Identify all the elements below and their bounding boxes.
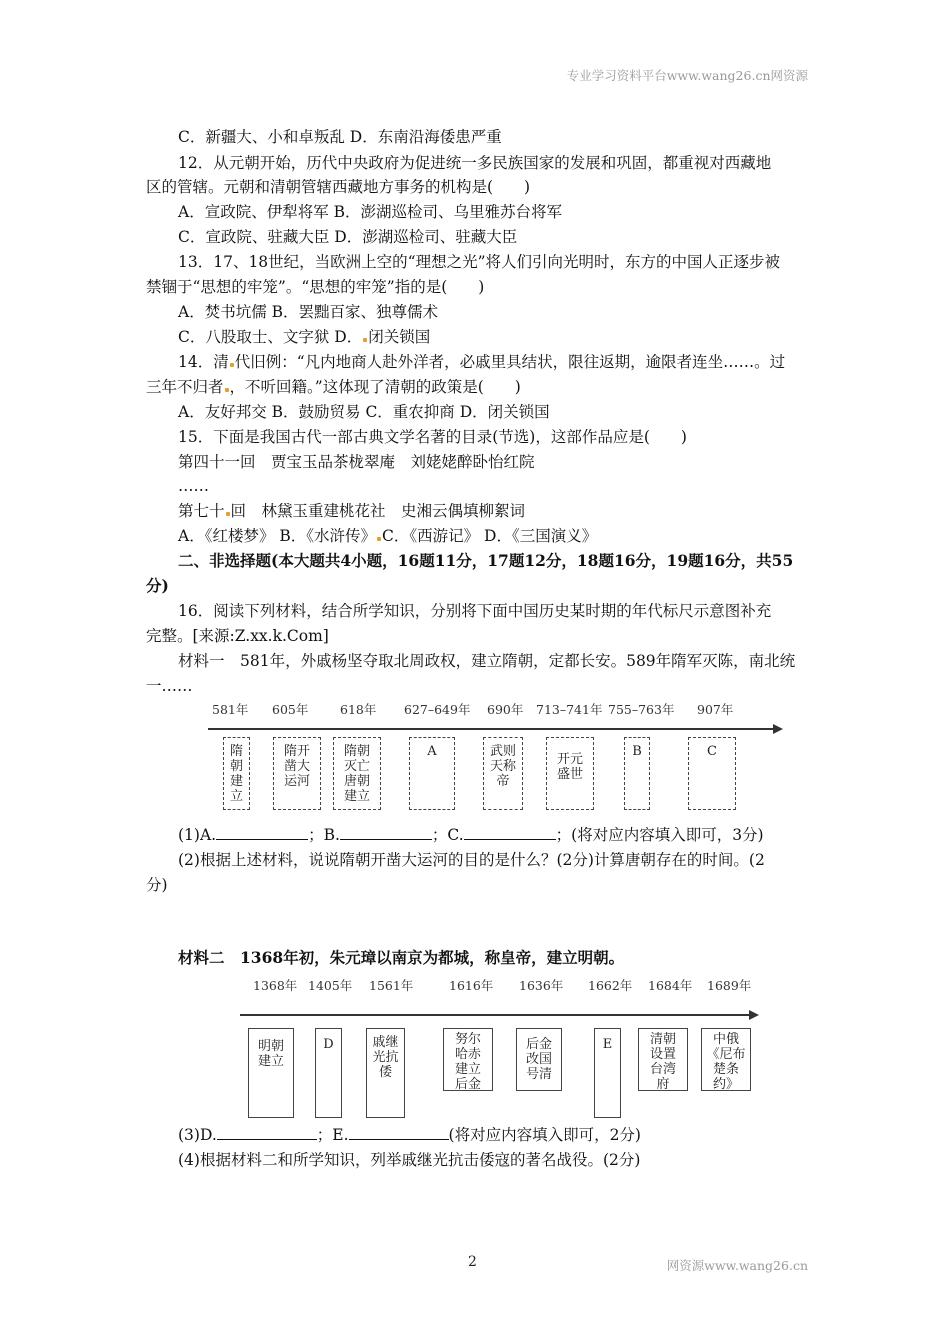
- q15-options-part1: A．《红楼梦》 B．《水浒传》: [178, 527, 377, 545]
- q13-option-ab: A．焚书坑儒 B．罢黜百家、独尊儒术: [178, 303, 439, 321]
- tl2-year-4: 1636年: [519, 978, 564, 993]
- page-footer-watermark: 网资源www.wang26.cn: [666, 1258, 808, 1273]
- tl2-box-5: [594, 1028, 621, 1118]
- q16-sub1-note: ；(将对应内容填入即可，3分): [555, 826, 764, 844]
- orange-mark: [225, 388, 229, 392]
- orange-mark: [363, 338, 367, 342]
- material-one-line1: 材料一 581年，外戚杨坚夺取北周政权，建立隋朝，定都长安。589年隋军灭陈，南北统: [178, 652, 796, 670]
- tl1-year-1: 605年: [272, 702, 309, 717]
- tl1-box-5: [546, 737, 594, 810]
- page-header-watermark: 专业学习资料平台www.wang26.cn网资源: [566, 68, 808, 83]
- answer-blank-c[interactable]: [464, 825, 556, 840]
- tl2-box-3: [443, 1028, 493, 1091]
- q-sub3-d-label: (3)D.: [178, 1126, 217, 1144]
- tl1-box-1: [273, 737, 321, 810]
- tl1-box-3: [409, 737, 455, 810]
- page-number: 2: [468, 1254, 477, 1270]
- orange-mark: [377, 537, 381, 541]
- q11-option-cd: C．新疆大、小和卓叛乱 D．东南沿海倭患严重: [178, 128, 502, 146]
- q14-stem-line1: [178, 352, 785, 372]
- tl1-box-1-label: 隋开凿大运河: [283, 744, 310, 789]
- tl1-box-4: [483, 737, 523, 810]
- answer-blank-a[interactable]: [216, 825, 308, 840]
- orange-mark: [226, 512, 230, 516]
- tl1-box-5-label: 开元盛世: [556, 752, 583, 782]
- tl2-box-4: [516, 1028, 562, 1091]
- q16-stem-line2: 完整。[来源:Z.xx.k.Com]: [146, 627, 329, 645]
- q15-options-part2: C．《西游记》 D．《三国演义》: [382, 527, 598, 545]
- q13-stem-line2: 禁锢于“思想的牢笼”。“思想的牢笼”指的是( ): [146, 278, 485, 296]
- tl1-box-2-label: 隋朝灭亡唐朝建立: [343, 744, 370, 804]
- section-two-heading-line1: 二、非选择题(本大题共4小题，16题11分，17题12分，18题16分，19题16分，共55: [178, 551, 794, 570]
- tl2-box-2-label: 戚继光抗倭: [372, 1035, 399, 1080]
- answer-blank-b[interactable]: [340, 825, 432, 840]
- tl2-year-7: 1689年: [707, 978, 752, 993]
- tl1-box-0: [223, 737, 250, 810]
- tl2-box-1: [315, 1028, 342, 1118]
- tl2-box-2: [366, 1028, 405, 1118]
- q14-stem-line1-part2: 代旧例：“凡内地商人赴外洋者，必戚里具结状，限往返期，逾限者连坐……。过: [234, 353, 786, 371]
- tl1-box-6-label: B: [632, 744, 642, 759]
- q16-sub2-line2: 分): [146, 876, 168, 894]
- tl1-box-3-label: A: [427, 744, 437, 759]
- q-sub3-e-label: ；E.: [316, 1126, 349, 1144]
- tl1-year-5: 713–741年: [536, 702, 603, 717]
- tl1-box-0-label: 隋朝建立: [229, 744, 243, 804]
- q14-stem-line2: [146, 377, 521, 397]
- tl1-year-4: 690年: [487, 702, 524, 717]
- tl1-box-7: [688, 737, 736, 810]
- material-two: 材料二 1368年初，朱元璋以南京为都城，称皇帝，建立明朝。: [178, 948, 625, 967]
- tl2-box-0: [248, 1028, 294, 1118]
- tl2-year-5: 1662年: [588, 978, 633, 993]
- tl2-box-6-label: 清朝设置台湾府: [649, 1032, 676, 1092]
- tl2-box-5-label: E: [602, 1037, 613, 1052]
- tl1-arrow-icon: [773, 724, 783, 734]
- q12-option-cd: C．宣政院、驻藏大臣 D．澎湖巡检司、驻藏大臣: [178, 228, 518, 246]
- tl1-box-6: [624, 737, 650, 810]
- q16-sub1-b-label: ；B.: [308, 826, 340, 844]
- q16-sub2-line1: (2)根据上述材料，说说隋朝开凿大运河的目的是什么？(2分)计算唐朝存在的时间。(2: [178, 851, 765, 869]
- q15-stem: 15．下面是我国古代一部古典文学名著的目录(节选)，这部作品应是( ): [178, 428, 687, 446]
- q12-stem-line1: 12．从元朝开始，历代中央政府为促进统一多民族国家的发展和巩固，都重视对西藏地: [178, 154, 772, 172]
- q12-option-ab: A．宣政院、伊犁将军 B．澎湖巡检司、乌里雅苏台将军: [178, 203, 563, 221]
- q16-sub1-c-label: ；C.: [431, 826, 464, 844]
- q13-option-cd: [178, 327, 430, 347]
- tl2-year-6: 1684年: [648, 978, 693, 993]
- tl2-box-7-label: 中俄《尼布楚条约》: [706, 1032, 746, 1092]
- tl2-box-1-label: D: [323, 1037, 334, 1052]
- tl1-year-2: 618年: [340, 702, 377, 717]
- q15-options: [178, 526, 597, 546]
- tl2-box-6: [638, 1028, 688, 1091]
- tl1-axis: [208, 728, 774, 730]
- tl2-year-1: 1405年: [308, 978, 353, 993]
- q-sub3-note: (将对应内容填入即可，2分): [448, 1126, 641, 1144]
- q15-chapter-70-part1: 第七十: [178, 502, 225, 520]
- q15-ellipsis: ……: [178, 477, 209, 495]
- q15-chapter-41: 第四十一回 贾宝玉品茶栊翠庵 刘姥姥醉卧怡红院: [178, 453, 535, 471]
- q16-sub1-a-label: (1)A.: [178, 826, 217, 844]
- tl2-axis: [240, 1014, 750, 1016]
- tl1-box-2: [333, 737, 381, 810]
- q14-stem-line2-part1: 三年不归者: [146, 378, 224, 396]
- q14-stem-line1-part1: 14．清: [178, 353, 229, 371]
- tl2-year-3: 1616年: [449, 978, 494, 993]
- q13-stem-line1: 13．17、18世纪，当欧洲上空的“理想之光”将人们引向光明时，东方的中国人正逐步被: [178, 253, 781, 271]
- orange-mark: [230, 363, 234, 367]
- q15-chapter-70-part2: 回 林黛玉重建桃花社 史湘云偶填柳絮词: [230, 502, 526, 520]
- q12-stem-line2: 区的管辖。元朝和清朝管辖西藏地方事务的机构是( ): [146, 178, 531, 196]
- tl1-box-4-label: 武则天称帝: [489, 744, 516, 789]
- answer-blank-d[interactable]: [217, 1125, 317, 1140]
- tl2-year-2: 1561年: [369, 978, 414, 993]
- q14-options: A．友好邦交 B．鼓励贸易 C．重农抑商 D．闭关锁国: [178, 403, 550, 421]
- tl2-year-0: 1368年: [253, 978, 298, 993]
- material-one-line2: 一……: [146, 677, 193, 695]
- tl2-box-3-label: 努尔哈赤建立后金: [454, 1032, 481, 1092]
- tl2-arrow-icon: [749, 1010, 759, 1020]
- tl2-box-7: [701, 1028, 751, 1091]
- q-sub3: [178, 1125, 641, 1145]
- q14-stem-line2-part2: ，不听回籍。”这体现了清朝的政策是( ): [229, 378, 521, 396]
- answer-blank-e[interactable]: [349, 1125, 449, 1140]
- tl1-box-7-label: C: [707, 744, 717, 759]
- section-two-heading-line2: 分): [146, 576, 169, 595]
- tl1-year-0: 581年: [212, 702, 249, 717]
- q16-stem-line1: 16．阅读下列材料，结合所学知识，分别将下面中国历史某时期的年代标尺示意图补充: [178, 602, 772, 620]
- tl1-year-6: 755–763年: [608, 702, 675, 717]
- q13-option-cd-part2: 闭关锁国: [368, 328, 431, 346]
- q15-chapter-70: [178, 501, 525, 521]
- q-sub4: (4)根据材料二和所学知识，列举戚继光抗击倭寇的著名战役。(2分): [178, 1151, 641, 1169]
- q16-sub1: [178, 825, 764, 845]
- q13-option-cd-part1: C．八股取士、文字狱 D．: [178, 328, 363, 346]
- tl2-box-4-label: 后金改国号清: [525, 1037, 552, 1082]
- tl1-year-3: 627–649年: [404, 702, 471, 717]
- tl1-year-7: 907年: [697, 702, 734, 717]
- tl2-box-0-label: 明朝建立: [257, 1039, 284, 1069]
